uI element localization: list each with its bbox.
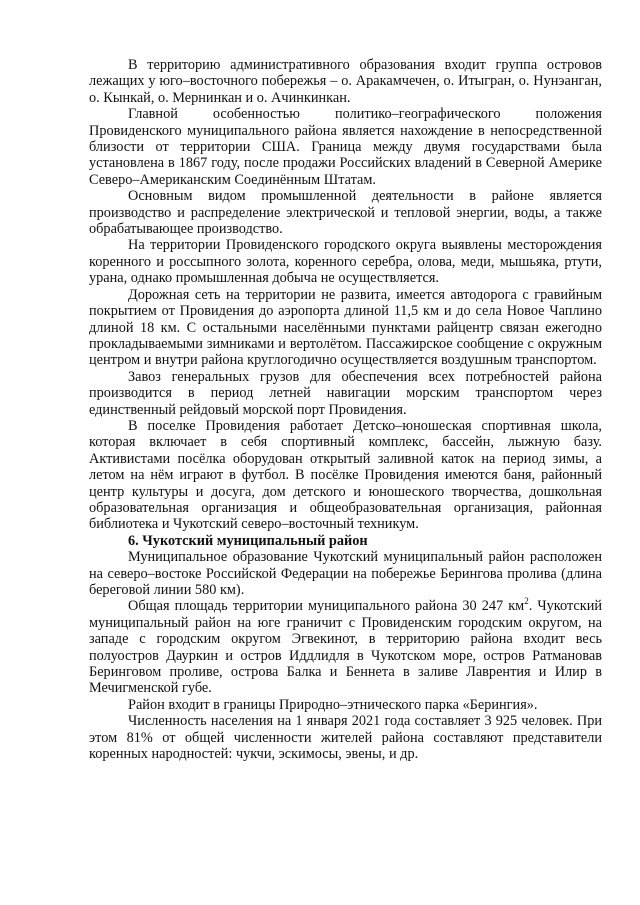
section-heading: 6. Чукотский муниципальный район (128, 532, 368, 549)
paragraph-infrastructure: В поселке Провидения работает Детско–юношеская спортивная школа, которая включает в себя спортивный комплекс, бассейн, лыжную базу. Активистами посёлка оборудован открытый заливной каток на период зимы, а летом на нём играют в футбол. В посёлке Провидения имеются баня, районный центр культуры и досуга, дом детского и юношеского творчества, дошкольная образовательная организация и общеобразовательная организация, районная библиотека и Чукотский северо–восточный техникум. (89, 417, 602, 533)
paragraph-deposits: На территории Провиденского городского округа выявлены месторождения коренного и россыпного золота, коренного серебра, олова, меди, мышьяка, ртути, урана, однако промышленная добыча не осуществляется. (89, 237, 602, 287)
document-page (89, 57, 602, 762)
paragraph-park: Район входит в границы Природно–этнического парка «Берингия». (128, 696, 538, 713)
paragraph-islands: В территорию административного образования входит группа островов лежащих у юго–восточного побережья – о. Аракамчечен, о. Итыгран, о. Нунэанган, о. Кынкай, о. Мернинкан и о. Ачинкинкан. (89, 57, 602, 106)
paragraph-industry: Основным видом промышленной деятельности в районе является производство и распределение электрической и тепловой энергии, воды, а также обрабатывающее производство. (89, 188, 602, 238)
paragraph-cargo: Завоз генеральных грузов для обеспечения всех потребностей района производится в период летней навигации морским транспортом через единственный рейдовый морской порт Провидения. (89, 368, 602, 418)
paragraph-location: Муниципальное образование Чукотский муниципальный район расположен на северо–востоке Российской Федерации на побережье Берингова пролива (длина береговой линии 580 км). (89, 549, 602, 598)
area-superscript: 2 (524, 596, 529, 607)
area-text-before: Общая площадь территории муниципального района 30 247 км (128, 598, 525, 615)
area-text-after: . Чукотский муниципальный район на юге граничит с Провиденским городским округом, на западе с городским округом Эгвекинот, в территорию района входит весь полуостров Дауркин и остров Иддлидля в Чукотском море, остров Ратмановав Беринговом проливе, острова Балка и Беннета в заливе Лаврентия и Илир в Мечигменской губе. (89, 598, 602, 697)
paragraph-geopolitical-position: Главной особенностью политико–географического положения Провиденского муниципального района является нахождение в непосредственной близости от территории США. Граница между двумя государствами была установлена в 1867 году, после продажи Российских владений в Северной Америке Северо–Американским Соединённым Штатам. (89, 106, 602, 188)
paragraph-area (89, 598, 602, 696)
paragraph-population: Численность населения на 1 января 2021 года составляет 3 925 человек. При этом 81% от общей численности жителей района составляют представители коренных народностей: чукчи, эскимосы, эвены, и др. (89, 713, 602, 763)
paragraph-roads: Дорожная сеть на территории не развита, имеется автодорога с гравийным покрытием от Провидения до аэропорта длиной 11,5 км и до села Новое Чаплино длиной 18 км. С остальными населёнными пунктами райцентр связан ежегодно прокладываемыми зимниками и вертолётом. Пассажирское сообщение с окружным центром и внутри района круглогодично осуществляется воздушным транспортом. (89, 286, 602, 369)
